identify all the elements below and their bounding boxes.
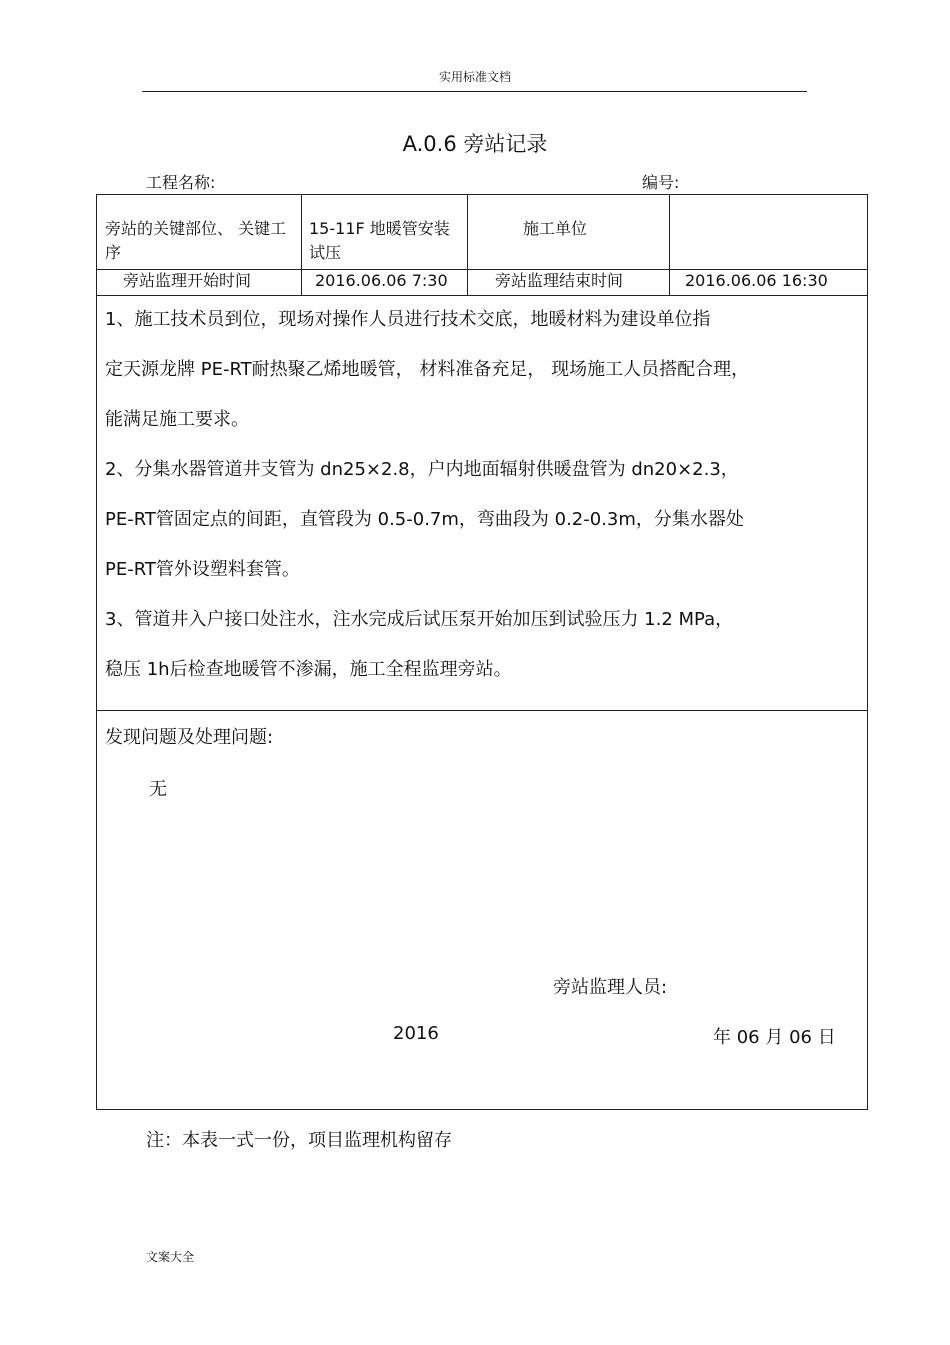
content-line: 3、管道井入户接口处注水，注水完成后试压泵开始加压到试验压力 1.2 MPa，	[105, 609, 734, 630]
header-rule	[142, 91, 807, 92]
issues-label: 发现问题及处理问题:	[105, 727, 274, 748]
row-divider-3	[97, 710, 867, 711]
construction-unit-label: 施工单位	[523, 219, 588, 238]
page-footer: 文案大全	[146, 1250, 195, 1264]
col-divider-3	[669, 195, 670, 295]
date-month-day: 年 06 月 06 日	[713, 1027, 836, 1048]
page-header: 实用标准文档	[438, 70, 511, 84]
issues-value: 无	[149, 779, 167, 800]
content-line: 2、分集水器管道井支管为 dn25×2.8，户内地面辐射供暖盘管为 dn20×2.3，	[105, 459, 739, 480]
start-time-label: 旁站监理开始时间	[123, 271, 252, 290]
key-part-value: 15-11F 地暖管安装试压	[309, 219, 450, 262]
content-line: 定天源龙牌 PE-RT耐热聚乙烯地暖管， 材料准备充足， 现场施工人员搭配合理，	[105, 359, 750, 380]
col-divider-2	[467, 195, 468, 295]
col-divider-1	[301, 195, 302, 295]
end-time-label: 旁站监理结束时间	[495, 271, 624, 290]
project-name-label: 工程名称:	[146, 173, 216, 192]
supervisor-signature-label: 旁站监理人员:	[553, 977, 668, 998]
key-part-label: 旁站的关键部位、 关键工序	[105, 219, 287, 262]
content-line: 1、施工技术员到位，现场对操作人员进行技术交底，地暖材料为建设单位指	[105, 309, 711, 330]
content-line: PE-RT管外设塑料套管。	[105, 559, 300, 580]
supervision-content	[105, 295, 861, 695]
date-year: 2016	[393, 1023, 439, 1044]
content-line: 能满足施工要求。	[105, 409, 249, 430]
start-time-value: 2016.06.06 7:30	[315, 271, 448, 290]
record-table	[96, 194, 868, 1110]
document-title: A.0.6 旁站记录	[402, 132, 548, 156]
content-line: PE-RT管固定点的间距，直管段为 0.5-0.7m，弯曲段为 0.2-0.3m，分集水器处	[105, 509, 744, 530]
end-time-value: 2016.06.06 16:30	[685, 271, 828, 290]
number-label: 编号:	[642, 173, 680, 192]
content-line: 稳压 1h后检查地暖管不渗漏，施工全程监理旁站。	[105, 659, 512, 680]
table-note: 注：本表一式一份，项目监理机构留存	[146, 1130, 452, 1151]
